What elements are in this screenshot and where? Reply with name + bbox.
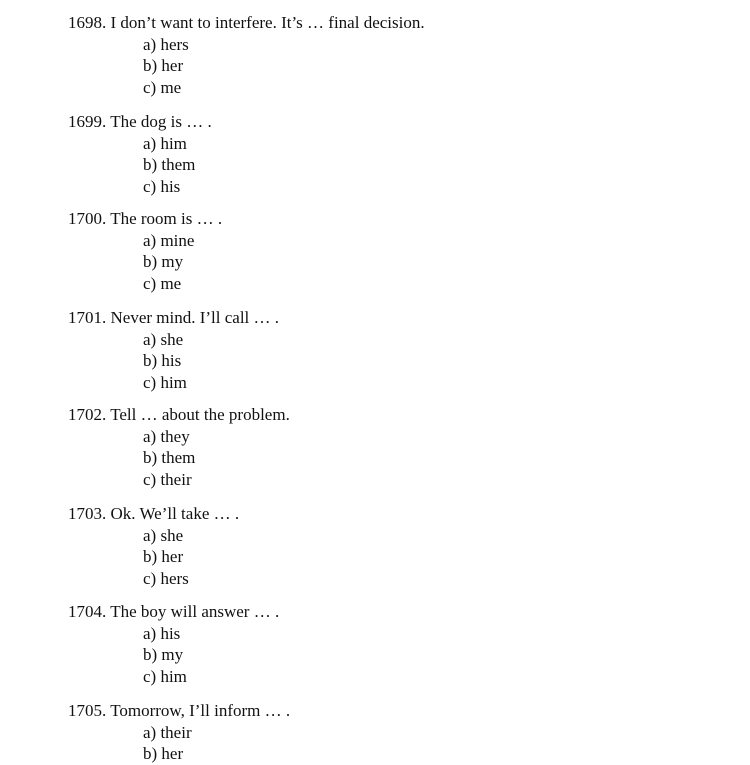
answer-options [68,525,728,590]
option-a: a) hers [143,34,189,54]
option-b: b) her [143,56,184,75]
question-1700 [68,208,728,294]
answer-options [68,230,728,295]
option-b: b) his [143,351,182,370]
question-1698 [68,12,728,98]
option-c: c) me [143,77,182,97]
question-text: 1705. Tomorrow, I’ll inform … . [68,701,291,720]
option-c: c) their [143,469,192,489]
option-a: a) him [143,133,187,153]
option-b: b) my [143,645,184,664]
option-c: c) hers [143,568,189,588]
question-text: 1700. The room is … . [68,209,223,228]
option-c: c) me [143,273,182,293]
option-c: c) him [143,666,187,686]
answer-options [68,133,728,198]
question-text: 1702. Tell … about the problem. [68,405,290,424]
question-1702 [68,404,728,490]
option-b: b) my [143,252,184,271]
answer-options [68,426,728,491]
option-b: b) them [143,448,196,467]
question-text: 1701. Never mind. I’ll call … . [68,308,280,327]
option-c: c) his [143,176,181,196]
answer-options [68,329,728,394]
answer-options [68,623,728,688]
answer-options [68,34,728,99]
question-text: 1703. Ok. We’ll take … . [68,504,240,523]
question-1703 [68,503,728,589]
question-text: 1699. The dog is … . [68,112,212,131]
question-1699 [68,111,728,197]
question-1705 [68,700,728,765]
question-text: 1704. The boy will answer … . [68,602,280,621]
option-a: a) she [143,329,184,349]
option-c: c) him [143,372,187,392]
option-a: a) their [143,722,192,742]
question-text: 1698. I don’t want to interfere. It’s … final decision. [68,13,425,32]
answer-options [68,722,728,765]
option-a: a) his [143,623,181,643]
option-b: b) her [143,547,184,566]
option-a: a) they [143,426,190,446]
option-a: a) she [143,525,184,545]
question-1701 [68,307,728,393]
option-b: b) her [143,744,184,763]
option-a: a) mine [143,230,195,250]
option-b: b) them [143,155,196,174]
question-1704 [68,601,728,687]
